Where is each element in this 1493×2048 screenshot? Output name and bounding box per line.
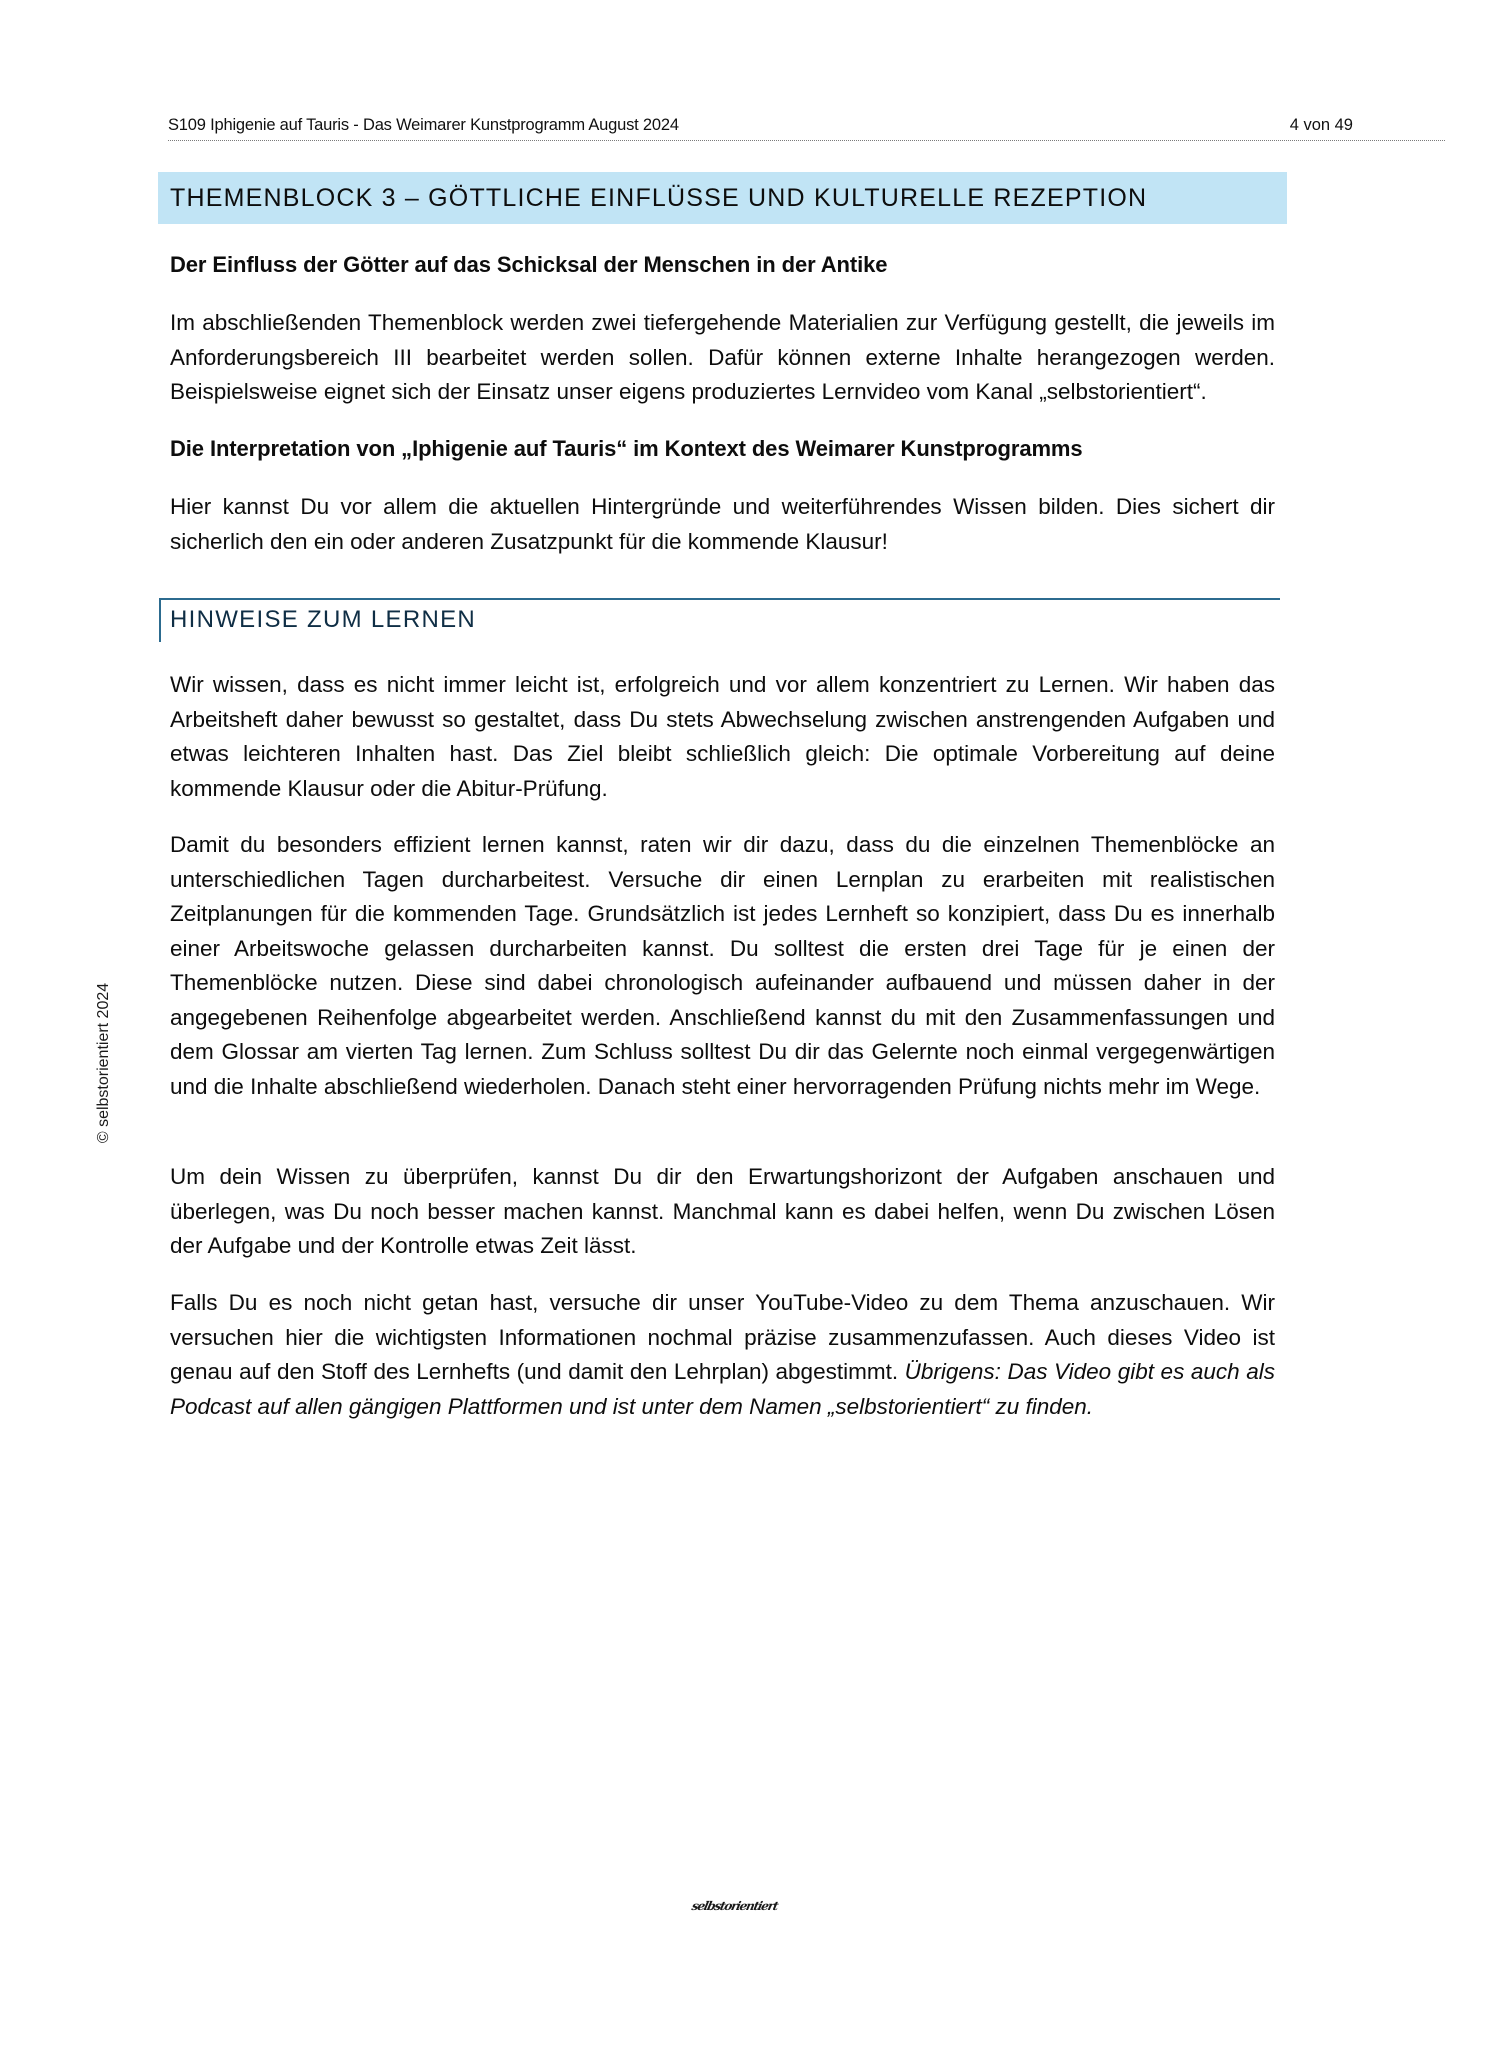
paragraph-learning-motivation (170, 668, 1275, 806)
paragraph-text: Um dein Wissen zu überprüfen, kannst Du dir den Erwartungshorizont der Aufgaben anschauen und überlegen, was Du noch besser machen kannst. Manchmal kann es dabei helfen, wenn Du zwischen Lösen der Aufgabe und der Kontrolle etwas Zeit lässt. (170, 1164, 1275, 1258)
section-banner (158, 172, 1287, 224)
document-title: S109 Iphigenie auf Tauris - Das Weimarer Kunstprogramm August 2024 (168, 116, 679, 134)
podcast-note: Übrigens: Das Video gibt es auch als Podcast auf allen gängigen Plattformen und ist unter dem Namen „selbstorientiert“ zu finden. (170, 1359, 1275, 1419)
subheading-interpretation: Die Interpretation von „Iphigenie auf Tauris“ im Kontext des Weimarer Kunstprogramms (170, 436, 1083, 461)
section-title: THEMENBLOCK 3 – GÖTTLICHE EINFLÜSSE UND KULTURELLE REZEPTION (170, 184, 1148, 212)
paragraph-youtube-video (170, 1286, 1275, 1424)
page-header (168, 114, 1445, 141)
paragraph-self-check (170, 1160, 1275, 1264)
hinweise-title: HINWEISE ZUM LERNEN (170, 606, 477, 633)
paragraph-text: Im abschließenden Themenblock werden zwei tiefergehende Materialien zur Verfügung gestellt, die jeweils im Anforderungsbereich III bearbeitet werden sollen. Dafür können externe Inhalte herangezogen werden. Beispielsweise eignet sich der Einsatz unser eigens produziertes Lernvideo vom Kanal „selbstorientiert“. (170, 310, 1275, 404)
paragraph-text: Damit du besonders effizient lernen kannst, raten wir dir dazu, dass du die einzelnen Themenblöcke an unterschiedlichen Tagen durcharbeitest. Versuche dir einen Lernplan zu erarbeiten mit realistischen Zeitplanungen für die kommenden Tage. Grundsätzlich ist jedes Lernheft so konzipiert, dass Du es innerhalb einer Arbeitswoche gelassen durcharbeiten kannst. Du solltest die ersten drei Tage für je einen der Themenblöcke nutzen. Diese sind dabei chronologisch aufeinander aufbauend und müssen daher in der angegebenen Reihenfolge abgearbeitet werden. Anschließend kannst du mit den Zusammenfassungen und dem Glossar am vierten Tag lernen. Zum Schluss solltest Du dir das Gelernte noch einmal vergegenwärtigen und die Inhalte abschließend wiederholen. Danach steht einer hervorragenden Prüfung nichts mehr im Wege. (170, 832, 1275, 1099)
brand-logo: selbstorientiert (690, 1899, 779, 1913)
page-number: 4 von 49 (1289, 116, 1353, 134)
paragraph-study-plan (170, 828, 1275, 1104)
hinweise-heading (159, 598, 1280, 642)
subheading-gods-influence: Der Einfluss der Götter auf das Schicksal der Menschen in der Antike (170, 252, 888, 277)
paragraph-themenblock-intro (170, 306, 1275, 410)
paragraph-background-knowledge (170, 490, 1275, 559)
copyright-notice: © selbstorientiert 2024 (95, 982, 112, 1144)
paragraph-text (170, 1286, 1275, 1424)
paragraph-regular-text: Falls Du es noch nicht getan hast, versuche dir unser YouTube-Video zu dem Thema anzuschauen. Wir versuchen hier die wichtigsten Informationen nochmal präzise zusammenzufassen. Auch dieses Video ist genau auf den Stoff des Lernhefts (und damit den Lehrplan) abgestimmt. (170, 1290, 1275, 1384)
paragraph-text: Wir wissen, dass es nicht immer leicht ist, erfolgreich und vor allem konzentriert zu Lernen. Wir haben das Arbeitsheft daher bewusst so gestaltet, dass Du stets Abwechselung zwischen anstrengenden Aufgaben und etwas leichteren Inhalten hast. Das Ziel bleibt schließlich gleich: Die optimale Vorbereitung auf deine kommende Klausur oder die Abitur-Prüfung. (170, 672, 1275, 801)
paragraph-text: Hier kannst Du vor allem die aktuellen Hintergründe und weiterführendes Wissen bilden. Dies sichert dir sicherlich den ein oder anderen Zusatzpunkt für die kommende Klausur! (170, 494, 1275, 554)
